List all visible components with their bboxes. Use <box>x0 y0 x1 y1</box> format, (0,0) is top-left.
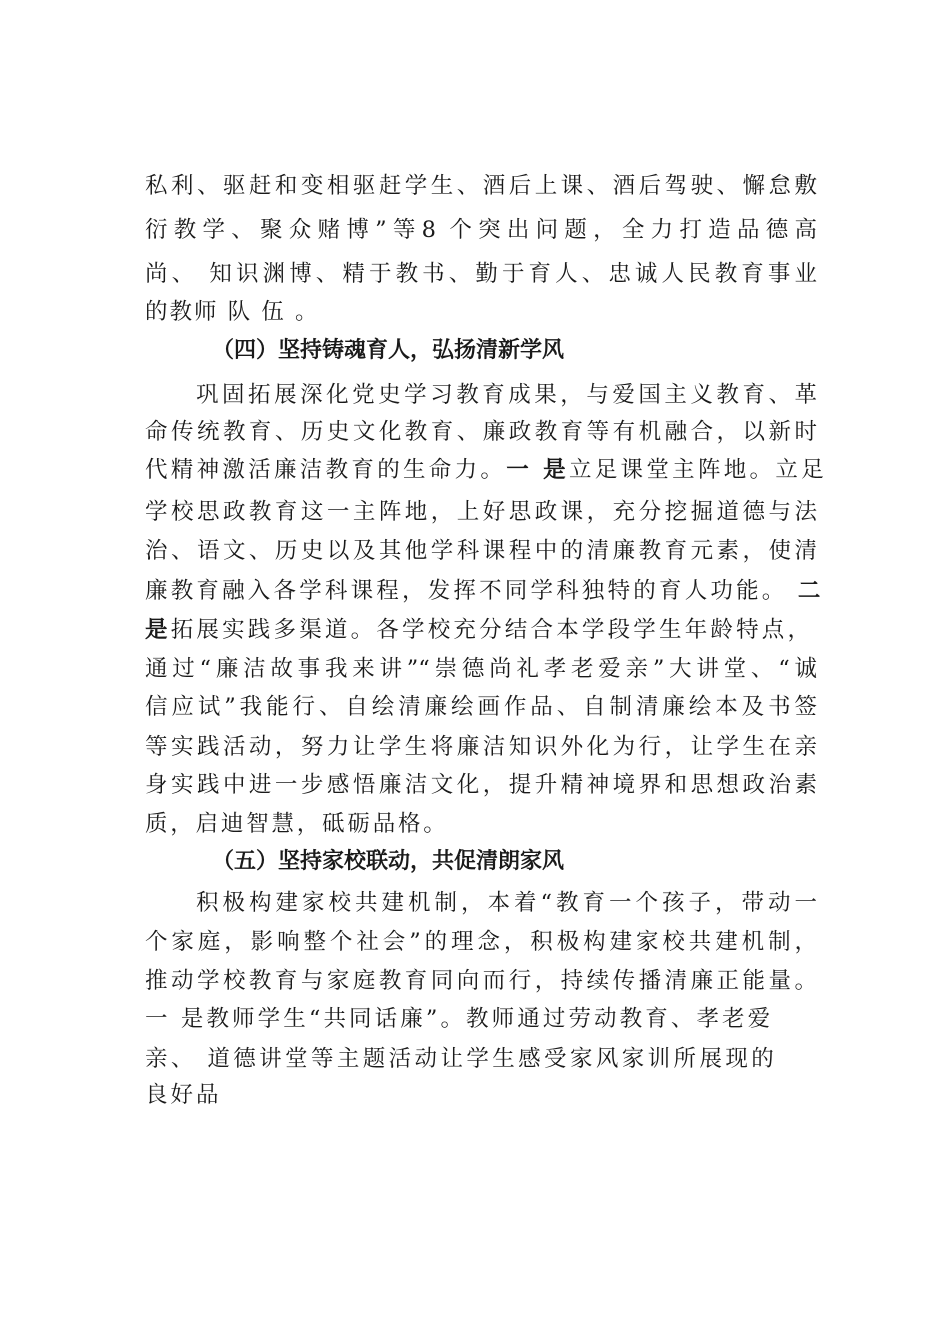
text-line: 质，启迪智慧，砥砺品格。 <box>145 811 449 837</box>
text-line: 通过“廉洁故事我来讲”“崇德尚礼孝老爱亲”大讲堂、“诚 <box>145 656 817 682</box>
text-line: 个家庭，影响整个社会”的理念，积极构建家校共建机制， <box>145 929 817 955</box>
text-line: 身实践中进一步感悟廉洁文化，提升精神境界和思想政治素 <box>145 772 817 798</box>
text-line <box>145 615 817 645</box>
emphasis-run: 二 <box>797 578 824 604</box>
text-line: 亲、 道德讲堂等主题活动让学生感受家风家训所展现的 <box>145 1046 778 1072</box>
text-line: 等实践活动，努力让学生将廉洁知识外化为行，让学生在亲 <box>145 734 817 760</box>
emphasis-run: 是 <box>145 617 171 643</box>
text-line <box>145 455 827 485</box>
text-line: 巩固拓展深化党史学习教育成果，与爱国主义教育、革 <box>196 382 817 408</box>
emphasis-run: 一 是 <box>506 457 569 483</box>
text-run: 廉教育融入各学科课程，发挥不同学科独特的育人功能。 <box>145 578 788 604</box>
text-line: 推动学校教育与家庭教育同向而行，持续传播清廉正能量。 <box>145 968 817 994</box>
text-run: 立足课堂主阵地。立足 <box>568 457 827 483</box>
text-run: 代精神激活廉洁教育的生命力。 <box>145 457 507 483</box>
text-line: 学校思政教育这一主阵地，上好思政课，充分挖掘道德与法 <box>145 499 817 525</box>
text-line: 命传统教育、历史文化教育、廉政教育等有机融合，以新时 <box>145 419 817 445</box>
text-line: 信应试”我能行、自绘清廉绘画作品、自制清廉绘本及书签 <box>145 694 817 720</box>
text-line: 尚、 知识渊博、精于教书、勤于育人、忠诚人民教育事业 <box>145 261 817 287</box>
text-line <box>145 576 824 606</box>
text-line: 良好品 <box>145 1082 222 1108</box>
section-heading-4: （四）坚持铸魂育人，弘扬清新学风 <box>212 337 565 363</box>
text-run: 拓展实践多渠道。各学校充分结合本学段学生年龄特点， <box>170 617 814 643</box>
text-line: 治、语文、历史以及其他学科课程中的清廉教育元素，使清 <box>145 538 817 564</box>
text-line: 一 是教师学生“共同话廉”。教师通过劳动教育、孝老爱 <box>145 1006 774 1032</box>
text-line: 的教师 队 伍 。 <box>145 299 320 325</box>
text-line: 私利、驱赶和变相驱赶学生、酒后上课、酒后驾驶、懈怠敷 <box>145 173 817 199</box>
section-heading-5: （五）坚持家校联动，共促清朗家风 <box>212 848 565 874</box>
text-line: 积极构建家校共建机制，本着“教育一个孩子，带动一 <box>196 890 817 916</box>
text-line: 衍教学、聚众赌博”等8 个突出问题，全力打造品德高 <box>145 217 817 243</box>
